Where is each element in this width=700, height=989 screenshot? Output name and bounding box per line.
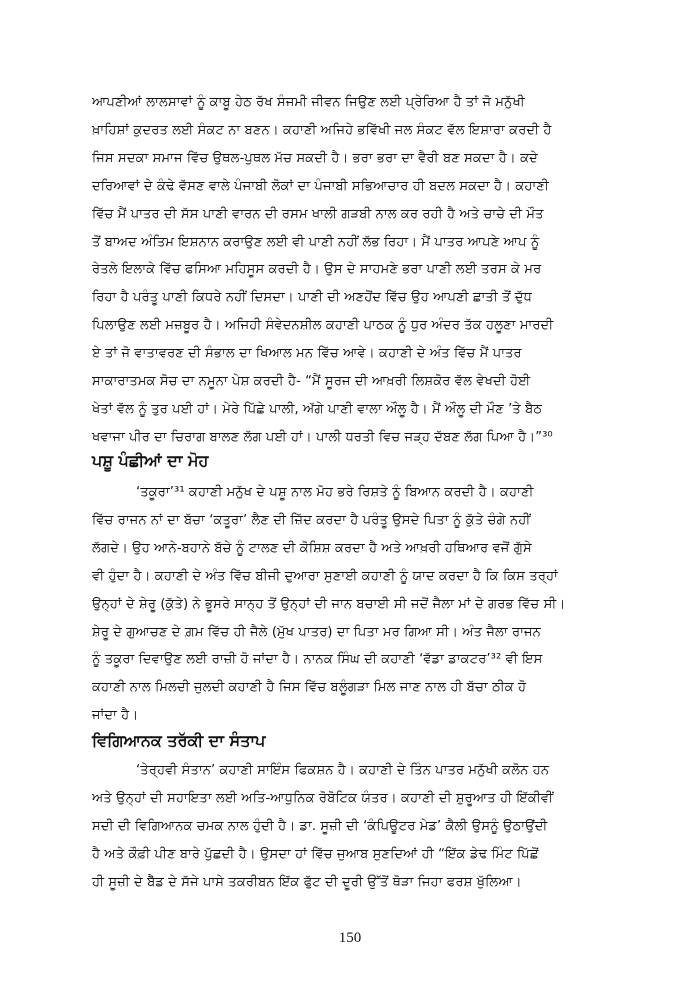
text-line: ਜਿਸ ਸਦਕਾ ਸਮਾਜ ਵਿੱਚ ਉਥਲ-ਪੁਥਲ ਮੱਚ ਸਕਦੀ ਹੈ। ਭਰਾ ਭਰਾ ਦਾ ਵੈਰੀ ਬਣ ਸਕਦਾ ਹੈ। ਕਦੇ <box>92 150 538 166</box>
section-heading-scientific-progress: ਵਿਗਿਆਨਕ ਤਰੱਕੀ ਦਾ ਸੰਤਾਪ <box>92 731 266 750</box>
text-line: ਏ ਤਾਂ ਜੋ ਵਾਤਾਵਰਣ ਦੀ ਸੰਭਾਲ ਦਾ ਖਿਆਲ ਮਨ ਵਿੱਚ ਆਵੇ। ਕਹਾਣੀ ਦੇ ਅੰਤ ਵਿੱਚ ਮੈਂ ਪਾਤਰ <box>92 346 522 362</box>
page-number: 150 <box>338 930 362 946</box>
text-line: ਸਦੀ ਦੀ ਵਿਗਿਆਨਕ ਚਮਕ ਨਾਲ ਹੁੰਦੀ ਹੈ। ਡਾ. ਸੂਜ਼ੀ ਦੀ ‘ਕੰਪਿਊਟਰ ਮੇਡ’ ਕੈਲੀ ਉਸਨੂੰ ਉਠਾਉਂਦੀ <box>92 818 548 834</box>
text-line: ਤੋਂ ਬਾਅਦ ਅੰਤਿਮ ਇਸ਼ਨਾਨ ਕਰਾਉਣ ਲਈ ਵੀ ਪਾਣੀ ਨਹੀਂ ਲੱਭ ਰਿਹਾ। ਮੈਂ ਪਾਤਰ ਆਪਣੇ ਆਪ ਨੂੰ <box>92 234 540 250</box>
text-line: ਆਪਣੀਆਂ ਲਾਲਸਾਵਾਂ ਨੂੰ ਕਾਬੂ ਹੇਠ ਰੱਖ ਸੰਜਮੀ ਜੀਵਨ ਜਿਉਣ ਲਈ ਪ੍ਰੇਰਿਆ ਹੈ ਤਾਂ ਜੋ ਮਨੁੱਖੀ <box>92 95 525 110</box>
text-line: ਸਾਕਾਰਾਤਮਕ ਸੋਚ ਦਾ ਨਮੂਨਾ ਪੇਸ਼ ਕਰਦੀ ਹੈ- “ਮੈਂ ਸੂਰਜ ਦੀ ਆਖ਼ਰੀ ਲਿਸ਼ਕੋਰ ਵੱਲ ਵੇਖਦੀ ਹੋਈ <box>92 374 531 390</box>
text-line: ਖੇਤਾਂ ਵੱਲ ਨੂੰ ਤੁਰ ਪਈ ਹਾਂ। ਮੇਰੇ ਪਿੱਛੇ ਪਾਲੀ, ਅੱਗੇ ਪਾਣੀ ਵਾਲਾ ਔਲੂ ਹੈ। ਮੈਂ ਔਲੂ ਦੀ ਮੌਣ ’ਤੇ ਬੈਠ <box>92 401 543 417</box>
text-line: ਨੂੰ ਤਕੂਰਾ ਦਿਵਾਉਣ ਲਈ ਰਾਜ਼ੀ ਹੋ ਜਾਂਦਾ ਹੈ। ਨਾਨਕ ਸਿੰਘ ਦੀ ਕਹਾਣੀ ‘ਵੱਡਾ ਡਾਕਟਰ’³² ਵੀ ਇਸ <box>92 652 543 668</box>
text-line: ‘ਤਕੂਰਾ’³¹ ਕਹਾਣੀ ਮਨੁੱਖ ਦੇ ਪਸ਼ੂ ਨਾਲ ਮੋਹ ਭਰੇ ਰਿਸ਼ਤੇ ਨੂੰ ਬਿਆਨ ਕਰਦੀ ਹੈ। ਕਹਾਣੀ <box>136 485 534 500</box>
paragraph-animal-affection <box>92 479 612 730</box>
text-line: ਦਰਿਆਵਾਂ ਦੇ ਕੰਢੇ ਵੱਸਣ ਵਾਲੇ ਪੰਜਾਬੀ ਲੋਕਾਂ ਦਾ ਪੰਜਾਬੀ ਸਭਿਆਚਾਰ ਹੀ ਬਦਲ ਸਕਦਾ ਹੈ। ਕਹਾਣੀ <box>92 178 549 194</box>
text-line: ਖ਼ਾਹਿਸ਼ਾਂ ਕੁਦਰਤ ਲਈ ਸੰਕਟ ਨਾ ਬਣਨ। ਕਹਾਣੀ ਅਜਿਹੇ ਭਵਿੱਖੀ ਜਲ ਸੰਕਟ ਵੱਲ ਇਸ਼ਾਰਾ ਕਰਦੀ ਹੈ <box>92 122 552 138</box>
text-line: ਅਤੇ ਉਨ੍ਹਾਂ ਦੀ ਸਹਾਇਤਾ ਲਈ ਅਤਿ-ਆਧੁਨਿਕ ਰੋਬੋਟਿਕ ਯੰਤਰ। ਕਹਾਣੀ ਦੀ ਸ਼ੁਰੂਆਤ ਹੀ ਇੱਕੀਵੀਂ <box>92 790 554 806</box>
text-line: ਖਵਾਜਾ ਪੀਰ ਦਾ ਚਿਰਾਗ ਬਾਲਣ ਲੱਗ ਪਈ ਹਾਂ। ਪਾਲੀ ਧਰਤੀ ਵਿਚ ਜੜ੍ਹ ਦੱਬਣ ਲੱਗ ਪਿਆ ਹੈ।”³⁰ <box>92 429 553 445</box>
text-line: ਵਿੱਚ ਰਾਜਨ ਨਾਂ ਦਾ ਬੱਚਾ ‘ਕਤੂਰਾ’ ਲੈਣ ਦੀ ਜ਼ਿੱਦ ਕਰਦਾ ਹੈ ਪਰੰਤੂ ਉਸਦੇ ਪਿਤਾ ਨੂੰ ਕੁੱਤੇ ਚੰਗੇ ਨਹੀਂ <box>92 512 531 528</box>
text-line: ਰਿਹਾ ਹੈ ਪਰੰਤੂ ਪਾਣੀ ਕਿਧਰੇ ਨਹੀਂ ਦਿਸਦਾ। ਪਾਣੀ ਦੀ ਅਣਹੋਂਦ ਵਿੱਚ ਉਹ ਆਪਣੀ ਛਾਤੀ ਤੋਂ ਦੁੱਧ <box>92 290 532 306</box>
text-line: ਸ਼ੇਰੂ ਦੇ ਗੁਆਚਣ ਦੇ ਗ਼ਮ ਵਿੱਚ ਹੀ ਜੈਲੇ (ਮੁੱਖ ਪਾਤਰ) ਦਾ ਪਿਤਾ ਮਰ ਗਿਆ ਸੀ। ਅੰਤ ਜੈਲਾ ਰਾਜਨ <box>92 624 541 640</box>
text-line: ਪਿਲਾਉਣ ਲਈ ਮਜ਼ਬੂਰ ਹੈ। ਅਜਿਹੀ ਸੰਵੇਦਨਸ਼ੀਲ ਕਹਾਣੀ ਪਾਠਕ ਨੂੰ ਧੁਰ ਅੰਦਰ ਤੱਕ ਹਲੂਣਾ ਮਾਰਦੀ <box>92 318 554 334</box>
text-line: ਕਹਾਣੀ ਨਾਲ ਮਿਲਦੀ ਜੁਲਦੀ ਕਹਾਣੀ ਹੈ ਜਿਸ ਵਿੱਚ ਬਲੂੰਗੜਾ ਮਿਲ ਜਾਣ ਨਾਲ ਹੀ ਬੱਚਾ ਠੀਕ ਹੋ <box>92 680 527 696</box>
section-heading-animal-affection: ਪਸ਼ੂ ਪੰਛੀਆਂ ਦਾ ਮੋਹ <box>92 451 209 470</box>
text-line: ਲੱਗਦੇ। ਉਹ ਆਨੇ-ਬਹਾਨੇ ਬੱਚੇ ਨੂੰ ਟਾਲਣ ਦੀ ਕੋਸ਼ਿਸ਼ ਕਰਦਾ ਹੈ ਅਤੇ ਆਖ਼ਰੀ ਹਥਿਆਰ ਵਜੋਂ ਗੁੱਸੇ <box>92 540 532 556</box>
paragraph-scientific-progress <box>92 757 612 897</box>
text-line: ਵਿੱਚ ਮੈਂ ਪਾਤਰ ਦੀ ਸੱਸ ਪਾਣੀ ਵਾਰਨ ਦੀ ਰਸਮ ਖਾਲੀ ਗੜਬੀ ਨਾਲ ਕਰ ਰਹੀ ਹੈ ਅਤੇ ਚਾਚੇ ਦੀ ਮੌਤ <box>92 206 544 222</box>
text-line: ਵੀ ਹੁੰਦਾ ਹੈ। ਕਹਾਣੀ ਦੇ ਅੰਤ ਵਿੱਚ ਬੀਜੀ ਦੁਆਰਾ ਸੁਣਾਈ ਕਹਾਣੀ ਨੂੰ ਯਾਦ ਕਰਦਾ ਹੈ ਕਿ ਕਿਸ ਤਰ੍ਹਾਂ <box>92 568 558 584</box>
text-line: ‘ਤੇਰ੍ਹਵੀ ਸੰਤਾਨ’ ਕਹਾਣੀ ਸਾਇੰਸ ਫਿਕਸ਼ਨ ਹੈ। ਕਹਾਣੀ ਦੇ ਤਿੰਨ ਪਾਤਰ ਮਨੁੱਖੀ ਕਲੋਨ ਹਨ <box>136 763 550 778</box>
text-line: ਰੇਤਲੇ ਇਲਾਕੇ ਵਿੱਚ ਫਸਿਆ ਮਹਿਸੂਸ ਕਰਦੀ ਹੈ। ਉਸ ਦੇ ਸਾਹਮਣੇ ਭਰਾ ਪਾਣੀ ਲਈ ਤਰਸ ਕੇ ਮਰ <box>92 262 542 278</box>
text-line: ਜਾਂਦਾ ਹੈ। <box>92 708 139 724</box>
text-line: ਹੀ ਸੂਜ਼ੀ ਦੇ ਬੈੱਡ ਦੇ ਸੱਜੇ ਪਾਸੇ ਤਕਰੀਬਨ ਇੱਕ ਫੁੱਟ ਦੀ ਦੂਰੀ ਉੱਤੋਂ ਥੋੜਾ ਜਿਹਾ ਫਰਸ਼ ਖੁੱਲਿਆ। <box>92 874 522 890</box>
text-line: ਹੈ ਅਤੇ ਕੌਫ਼ੀ ਪੀਣ ਬਾਰੇ ਪੁੱਛਦੀ ਹੈ। ਉਸਦਾ ਹਾਂ ਵਿੱਚ ਜੁਆਬ ਸੁਣਦਿਆਂ ਹੀ “ਇੱਕ ਡੇਢ ਮਿੰਟ ਪਿੱਛੋਂ <box>92 846 539 862</box>
text-line: ਉਨ੍ਹਾਂ ਦੇ ਸ਼ੇਰੂ (ਕੁੱਤੇ) ਨੇ ਭੂਸਰੇ ਸਾਨ੍ਹ ਤੋਂ ਉਨ੍ਹਾਂ ਦੀ ਜਾਨ ਬਚਾਈ ਸੀ ਜਦੋਂ ਜੈਲਾ ਮਾਂ ਦੇ ਗਰਭ ਵਿੱਚ ਸੀ। <box>92 596 566 612</box>
paragraph-water-crisis <box>92 89 612 452</box>
